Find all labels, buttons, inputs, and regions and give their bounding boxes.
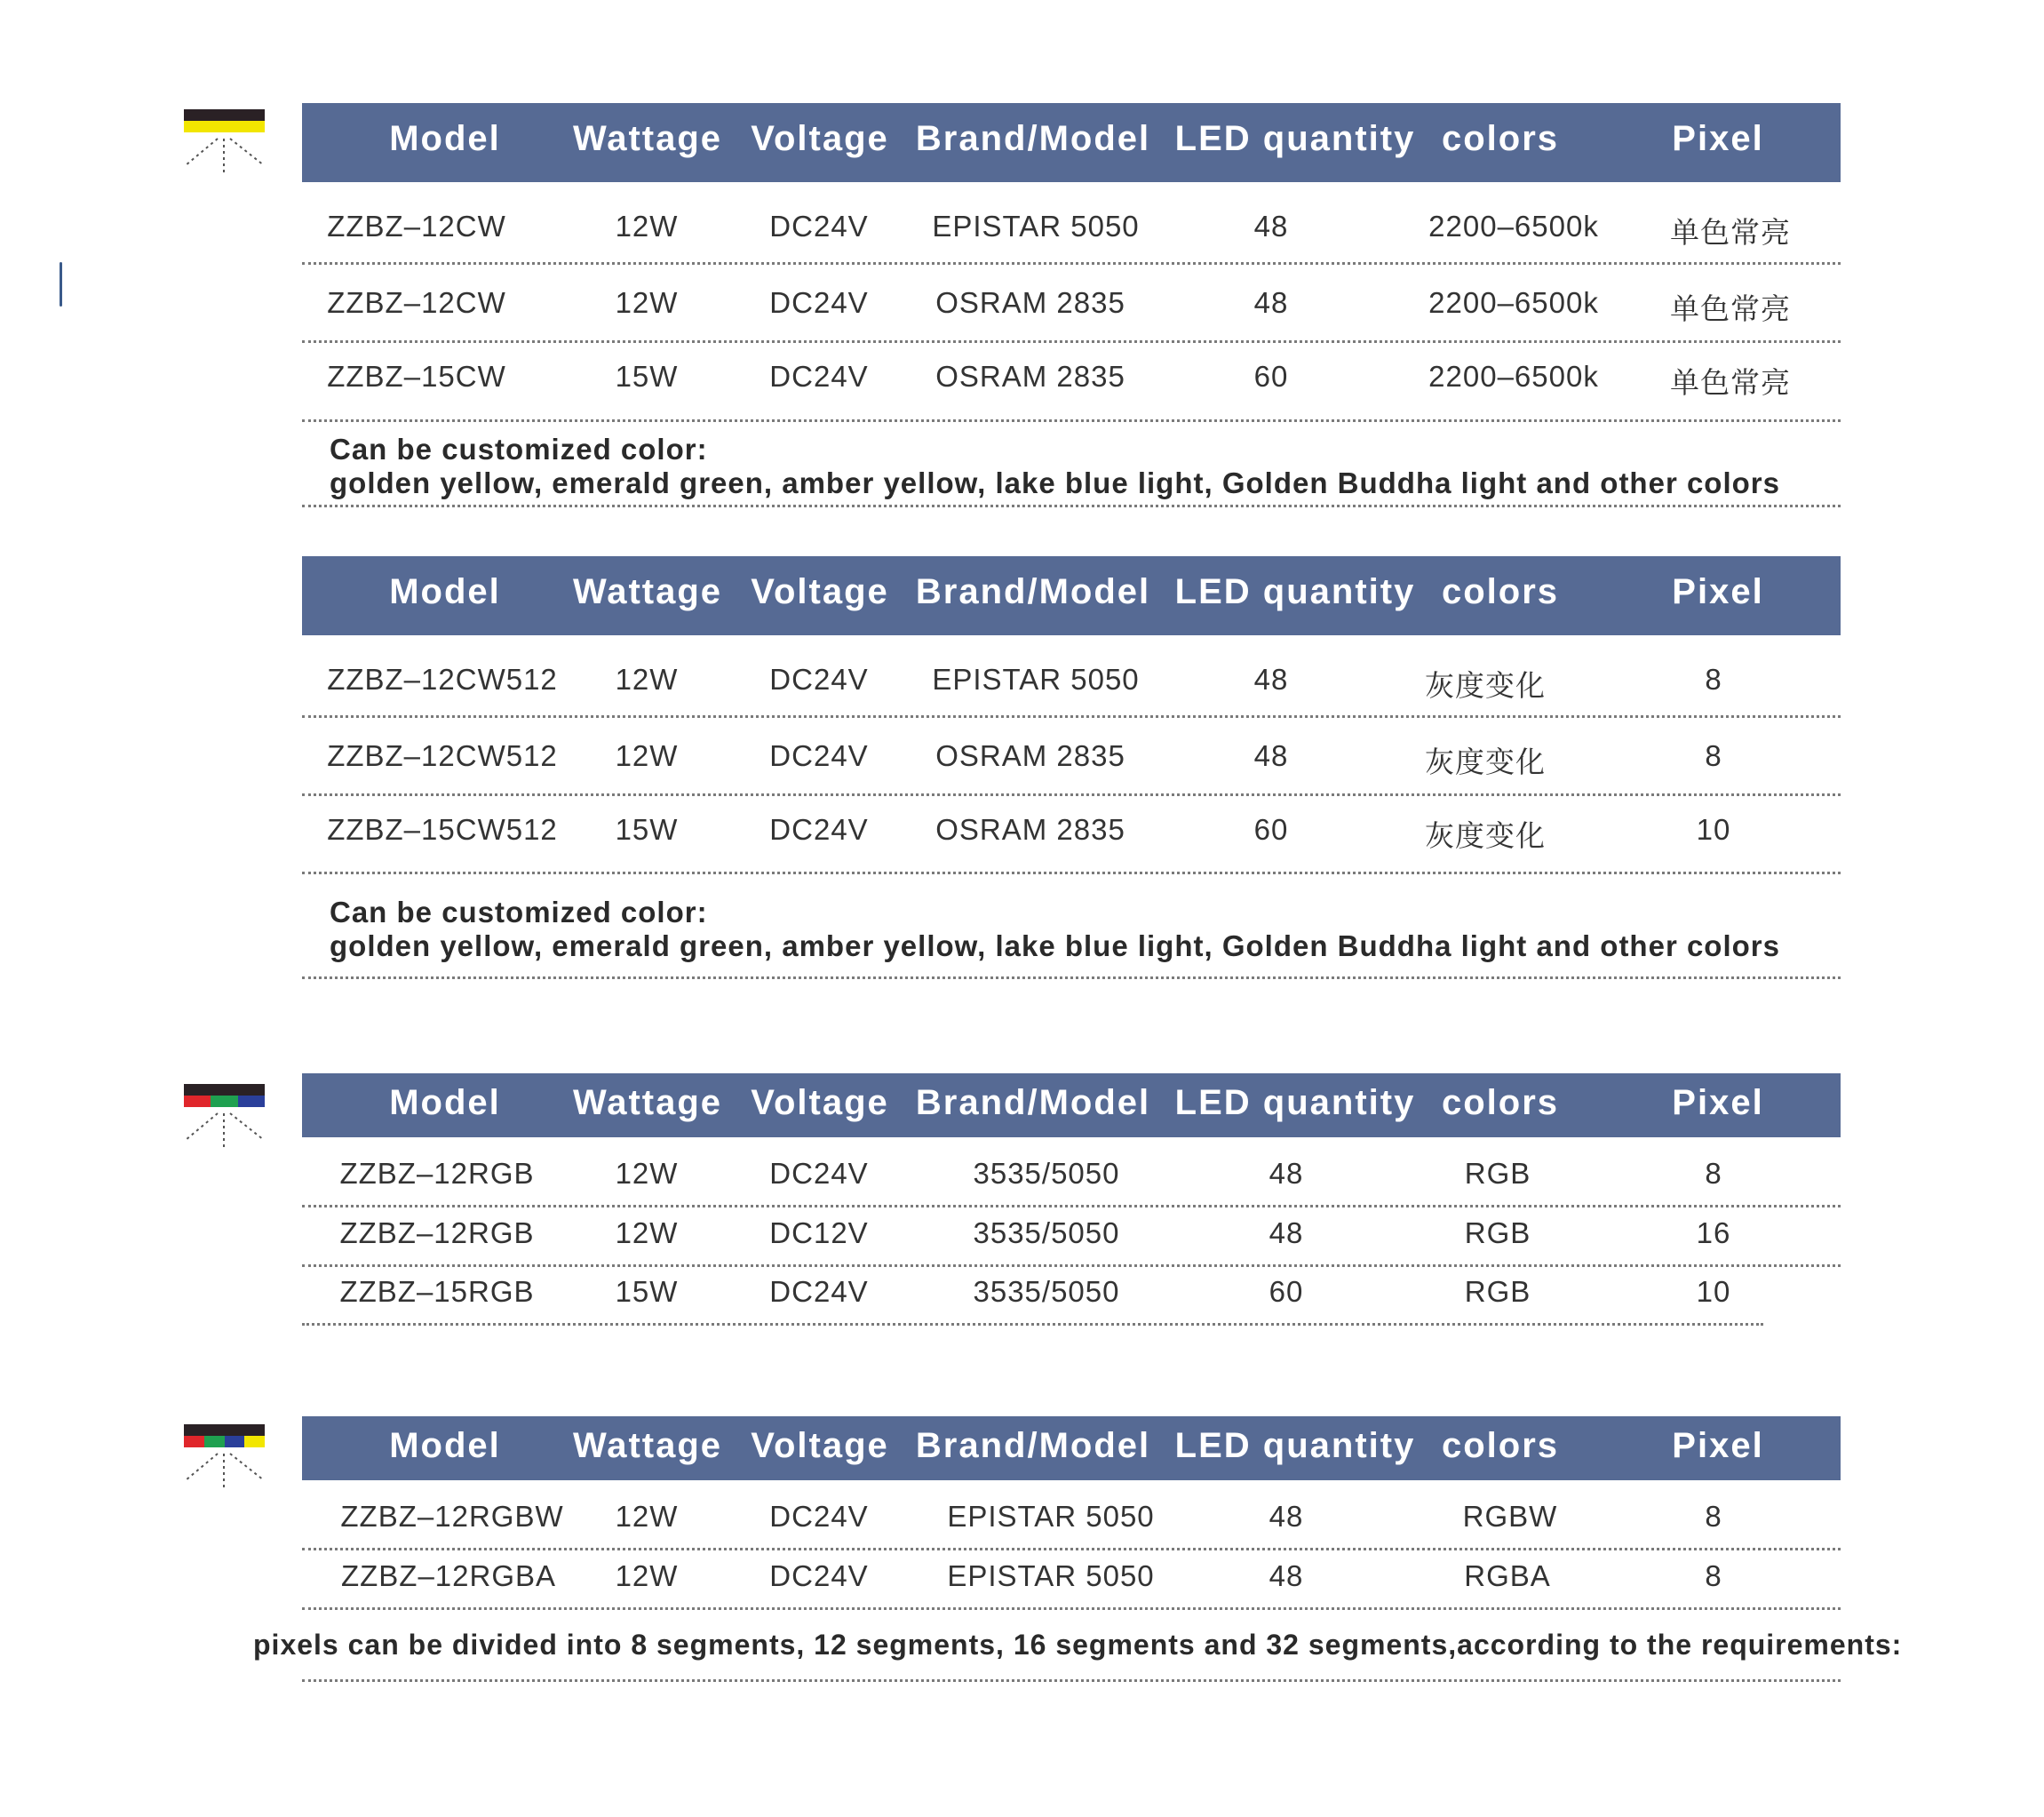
row-divider (302, 1205, 1841, 1207)
cell-model: ZZBZ–15CW (327, 360, 506, 393)
cell-model: ZZBZ–12CW512 (327, 663, 558, 696)
col-pixel: Pixel (1672, 1426, 1764, 1465)
table-header (302, 1416, 1841, 1480)
row-divider (302, 1323, 1763, 1326)
col-brand-model: Brand/Model (915, 1426, 1151, 1465)
cell-led-quantity: 48 (1253, 210, 1289, 243)
cell-wattage: 12W (615, 286, 679, 319)
col-pixel: Pixel (1672, 572, 1764, 611)
cell-colors: RGBW (1462, 1500, 1558, 1533)
col-wattage: Wattage (572, 1083, 723, 1122)
cell-pixel: 8 (1705, 739, 1722, 772)
col-colors: colors (1441, 1426, 1560, 1465)
cell-voltage: DC24V (769, 813, 869, 846)
col-led-quantity: LED quantity (1174, 1083, 1416, 1122)
cell-pixel: 8 (1705, 663, 1722, 696)
table-row (0, 360, 2044, 404)
cell-pixel: 单色常亮 (1670, 292, 1791, 325)
section-divider (302, 1679, 1841, 1682)
cell-voltage: DC24V (769, 1500, 869, 1533)
cell-wattage: 12W (615, 210, 679, 243)
row-divider (302, 1607, 1841, 1610)
cell-voltage: DC24V (769, 210, 869, 243)
col-model: Model (389, 119, 501, 158)
cell-pixel: 8 (1705, 1500, 1722, 1533)
cell-led-quantity: 48 (1253, 663, 1289, 696)
cell-pixel: 16 (1696, 1216, 1731, 1249)
cell-led-quantity: 48 (1253, 739, 1289, 772)
cell-led-quantity: 48 (1253, 286, 1289, 319)
cell-wattage: 12W (615, 739, 679, 772)
cell-voltage: DC24V (769, 739, 869, 772)
cell-voltage: DC12V (769, 1216, 869, 1249)
cell-wattage: 12W (615, 1559, 679, 1592)
cell-wattage: 15W (615, 360, 679, 393)
cell-brand: EPISTAR 5050 (932, 663, 1140, 696)
col-wattage: Wattage (572, 1426, 723, 1465)
cell-led-quantity: 48 (1269, 1157, 1304, 1190)
cell-model: ZZBZ–12CW (327, 286, 506, 319)
customization-note-body: golden yellow, emerald green, amber yellow, lake blue light, Golden Buddha light and other colors (330, 929, 1780, 962)
table-row (0, 663, 2044, 707)
col-model: Model (389, 1426, 501, 1465)
customization-note-title: Can be customized color: (330, 896, 708, 928)
cell-pixel: 10 (1696, 813, 1731, 846)
section-divider (302, 505, 1841, 507)
row-divider (302, 793, 1841, 796)
cell-colors: RGB (1464, 1275, 1531, 1308)
col-pixel: Pixel (1672, 119, 1764, 158)
cell-wattage: 12W (615, 1500, 679, 1533)
table-header (302, 1073, 1841, 1137)
cell-brand: EPISTAR 5050 (947, 1500, 1155, 1533)
cell-led-quantity: 48 (1269, 1500, 1304, 1533)
section-divider (302, 976, 1841, 979)
row-divider (302, 872, 1841, 874)
cell-brand: OSRAM 2835 (935, 286, 1125, 319)
cell-colors: 灰度变化 (1425, 745, 1546, 778)
cell-pixel: 8 (1705, 1559, 1722, 1592)
rgb-light-icon (182, 1081, 266, 1152)
cell-led-quantity: 60 (1253, 813, 1289, 846)
col-voltage: Voltage (751, 1426, 889, 1465)
customization-note-body: golden yellow, emerald green, amber yellow, lake blue light, Golden Buddha light and other colors (330, 466, 1780, 499)
cell-model: ZZBZ–12RGB (339, 1216, 535, 1249)
cell-brand: 3535/5050 (973, 1216, 1120, 1249)
col-model: Model (389, 1083, 501, 1122)
table-row (0, 286, 2044, 331)
cell-colors: 2200–6500k (1428, 210, 1599, 243)
cell-brand: 3535/5050 (973, 1275, 1120, 1308)
cell-pixel: 单色常亮 (1670, 366, 1791, 399)
cell-pixel: 8 (1705, 1157, 1722, 1190)
cell-wattage: 12W (615, 1157, 679, 1190)
table-row (0, 813, 2044, 857)
table-row (0, 1216, 2044, 1261)
cell-brand: OSRAM 2835 (935, 813, 1125, 846)
table-header (302, 103, 1841, 182)
row-divider (302, 262, 1841, 265)
cell-colors: 灰度变化 (1425, 669, 1546, 702)
row-divider (302, 419, 1841, 422)
col-voltage: Voltage (751, 1083, 889, 1122)
cell-model: ZZBZ–12RGBA (340, 1559, 557, 1592)
col-model: Model (389, 572, 501, 611)
cell-led-quantity: 48 (1269, 1559, 1304, 1592)
cell-colors: 2200–6500k (1428, 360, 1599, 393)
cell-model: ZZBZ–15CW512 (327, 813, 558, 846)
cell-voltage: DC24V (769, 1275, 869, 1308)
cell-model: ZZBZ–15RGB (339, 1275, 535, 1308)
col-brand-model: Brand/Model (915, 572, 1151, 611)
rgbw-light-icon (182, 1422, 266, 1493)
cell-model: ZZBZ–12RGB (339, 1157, 535, 1190)
col-colors: colors (1441, 572, 1560, 611)
cell-voltage: DC24V (769, 360, 869, 393)
cell-colors: RGB (1464, 1216, 1531, 1249)
cell-led-quantity: 60 (1253, 360, 1289, 393)
table-row (0, 210, 2044, 254)
cell-voltage: DC24V (769, 663, 869, 696)
cell-voltage: DC24V (769, 1559, 869, 1592)
col-led-quantity: LED quantity (1174, 572, 1416, 611)
segments-note: pixels can be divided into 8 segments, 12 segments, 16 segments and 32 segments,according to the requirements: (253, 1629, 1903, 1661)
table-row (0, 1275, 2044, 1319)
col-pixel: Pixel (1672, 1083, 1764, 1122)
cell-brand: 3535/5050 (973, 1157, 1120, 1190)
col-colors: colors (1441, 1083, 1560, 1122)
cell-wattage: 12W (615, 663, 679, 696)
table-row (0, 1500, 2044, 1544)
col-led-quantity: LED quantity (1174, 119, 1416, 158)
cell-model: ZZBZ–12RGBW (340, 1500, 564, 1533)
col-voltage: Voltage (751, 119, 889, 158)
table-row (0, 1157, 2044, 1201)
cell-pixel: 10 (1696, 1275, 1731, 1308)
customization-note-title: Can be customized color: (330, 433, 708, 466)
cell-brand: EPISTAR 5050 (947, 1559, 1155, 1592)
cell-model: ZZBZ–12CW512 (327, 739, 558, 772)
col-voltage: Voltage (751, 572, 889, 611)
row-divider (302, 1264, 1841, 1267)
cell-led-quantity: 48 (1269, 1216, 1304, 1249)
col-wattage: Wattage (572, 119, 723, 158)
cell-led-quantity: 60 (1269, 1275, 1304, 1308)
cell-colors: 2200–6500k (1428, 286, 1599, 319)
row-divider (302, 715, 1841, 718)
table-row (0, 739, 2044, 784)
col-brand-model: Brand/Model (915, 1083, 1151, 1122)
col-wattage: Wattage (572, 572, 723, 611)
cell-model: ZZBZ–12CW (327, 210, 506, 243)
cell-wattage: 15W (615, 1275, 679, 1308)
cell-brand: OSRAM 2835 (935, 360, 1125, 393)
cell-voltage: DC24V (769, 1157, 869, 1190)
col-led-quantity: LED quantity (1174, 1426, 1416, 1465)
table-header (302, 556, 1841, 635)
cell-pixel: 单色常亮 (1670, 216, 1791, 249)
row-divider (302, 1548, 1841, 1550)
cell-colors: 灰度变化 (1425, 819, 1546, 852)
col-colors: colors (1441, 119, 1560, 158)
table-row (0, 1559, 2044, 1604)
single-color-light-icon (182, 107, 266, 178)
cell-brand: OSRAM 2835 (935, 739, 1125, 772)
col-brand-model: Brand/Model (915, 119, 1151, 158)
cell-wattage: 12W (615, 1216, 679, 1249)
cell-colors: RGB (1464, 1157, 1531, 1190)
cell-colors: RGBA (1464, 1559, 1551, 1592)
cell-brand: EPISTAR 5050 (932, 210, 1140, 243)
row-divider (302, 340, 1841, 343)
cell-voltage: DC24V (769, 286, 869, 319)
cell-wattage: 15W (615, 813, 679, 846)
